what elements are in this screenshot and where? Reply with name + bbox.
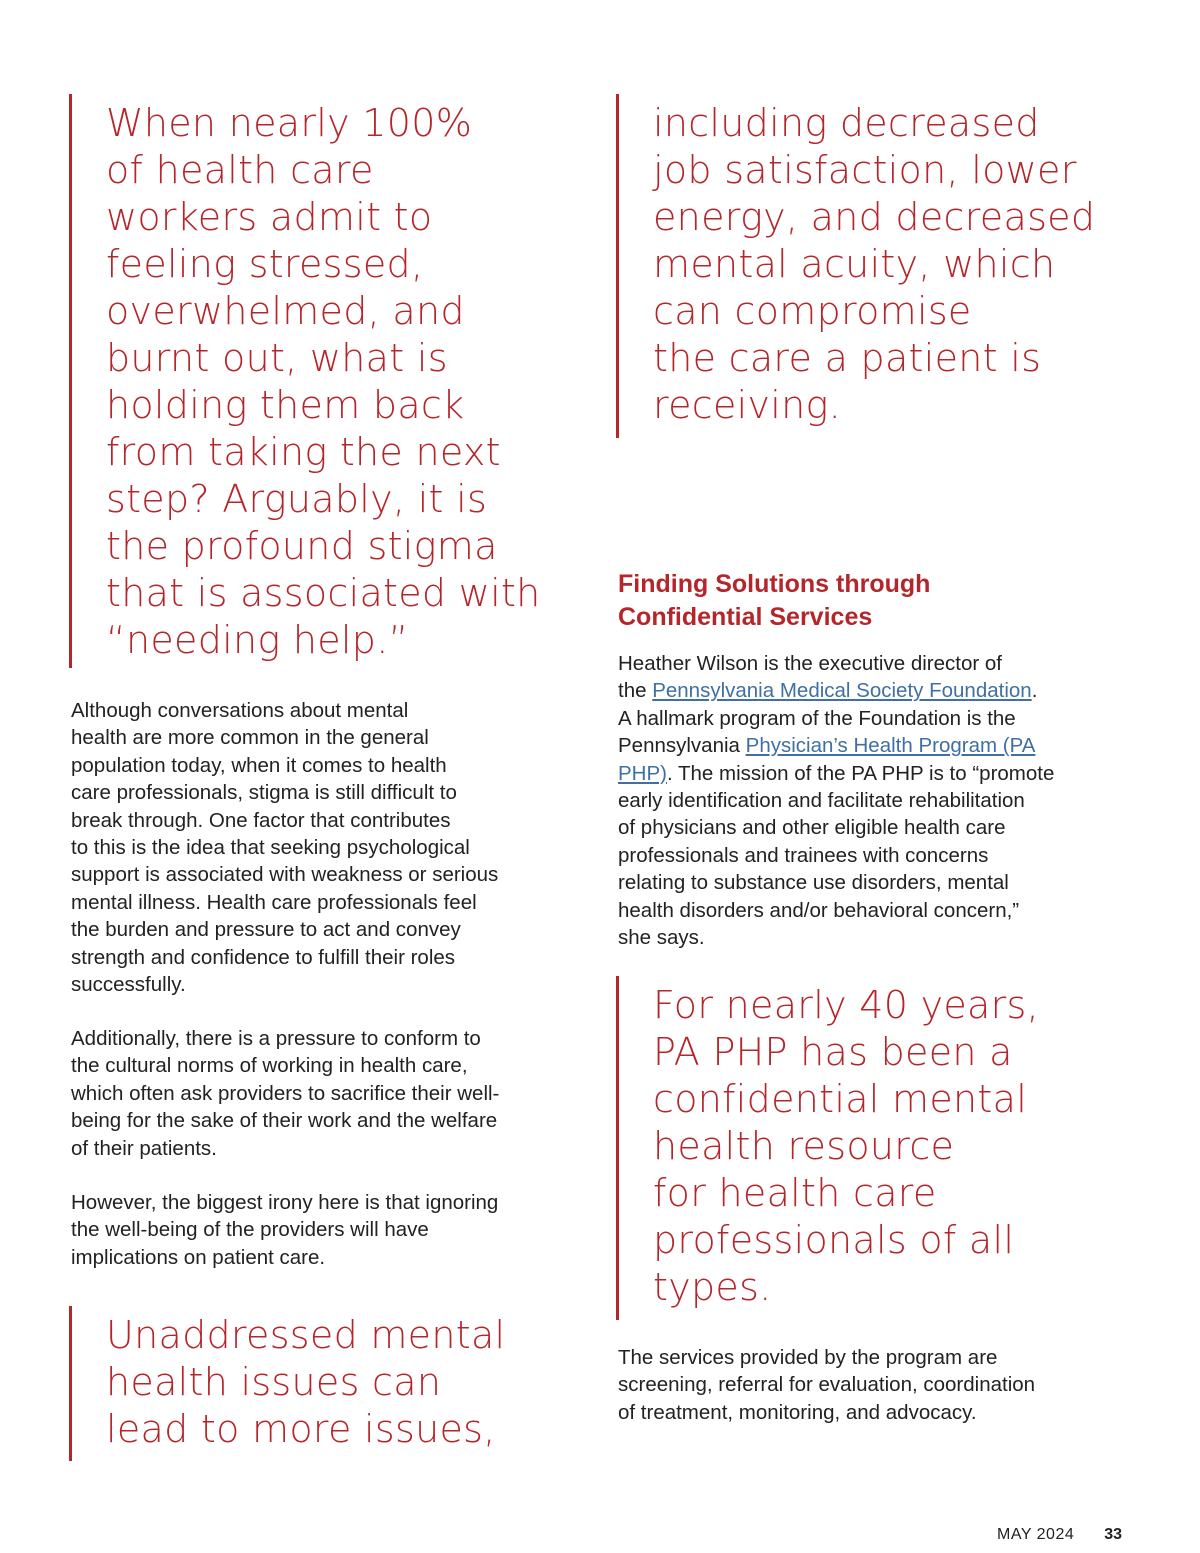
paragraph-stigma: Although conversations about mental health are more common in the general population today, when it comes to health care professionals, stigma is still difficult to break through. One factor that contributes to this is the idea that seeking psychological support is associated with weakness or serious mental illness. Health care professionals feel the burden and pressure to act and convey strength and confidence to fulfill their roles successfully.: [71, 699, 499, 997]
page-footer: [997, 1526, 1122, 1544]
paragraph-cultural-norms: Additionally, there is a pressure to conform to the cultural norms of working in health care, which often ask providers to sacrifice their well- being for the sake of their work and the welfare of their patients.: [71, 1027, 500, 1160]
pull-quote-pa-php: For nearly 40 years, PA PHP has been a confidential mental health resource for health care professionals of all types.: [616, 976, 1136, 1320]
paragraph-heather-wilson: Heather Wilson is the executive director of the Pennsylvania Medical Society Foundation. A hallmark program of the Foundation is the Pennsylvania Physician’s Health Program (PA PHP). The mission of the PA PHP is to “promote early identification and facilitate rehabilitation of physicians and other eligible health care professionals and trainees with concerns relating to substance use disorders, mental health disorders and/or behavioral concern,” she says.: [618, 652, 1055, 950]
pa-php-link[interactable]: Physician’s Health Program (PA PHP): [618, 734, 1036, 785]
pull-quote-stigma: When nearly 100% of health care workers admit to feeling stressed, overwhelmed, and burnt out, what is holding them back from taking the next step? Arguably, it is the profound stigma that is associated with “needing help.”: [69, 94, 569, 668]
paragraph-irony: However, the biggest irony here is that ignoring the well-being of the providers will have implications on patient care.: [71, 1191, 499, 1269]
paragraph-services: The services provided by the program are screening, referral for evaluation, coordination of treatment, monitoring, and advocacy.: [618, 1346, 1036, 1424]
issue-date: MAY 2024: [997, 1526, 1075, 1543]
pa-medical-society-foundation-link[interactable]: Pennsylvania Medical Society Foundation: [652, 679, 1032, 703]
pull-quote-continued: including decreased job satisfaction, lower energy, and decreased mental acuity, which can compromise the care a patient is receiving.: [616, 94, 1136, 438]
pull-quote-unaddressed: Unaddressed mental health issues can lead to more issues,: [69, 1306, 569, 1461]
page-number: 33: [1104, 1526, 1123, 1543]
section-heading: Finding Solutions through Confidential Services: [618, 570, 931, 631]
